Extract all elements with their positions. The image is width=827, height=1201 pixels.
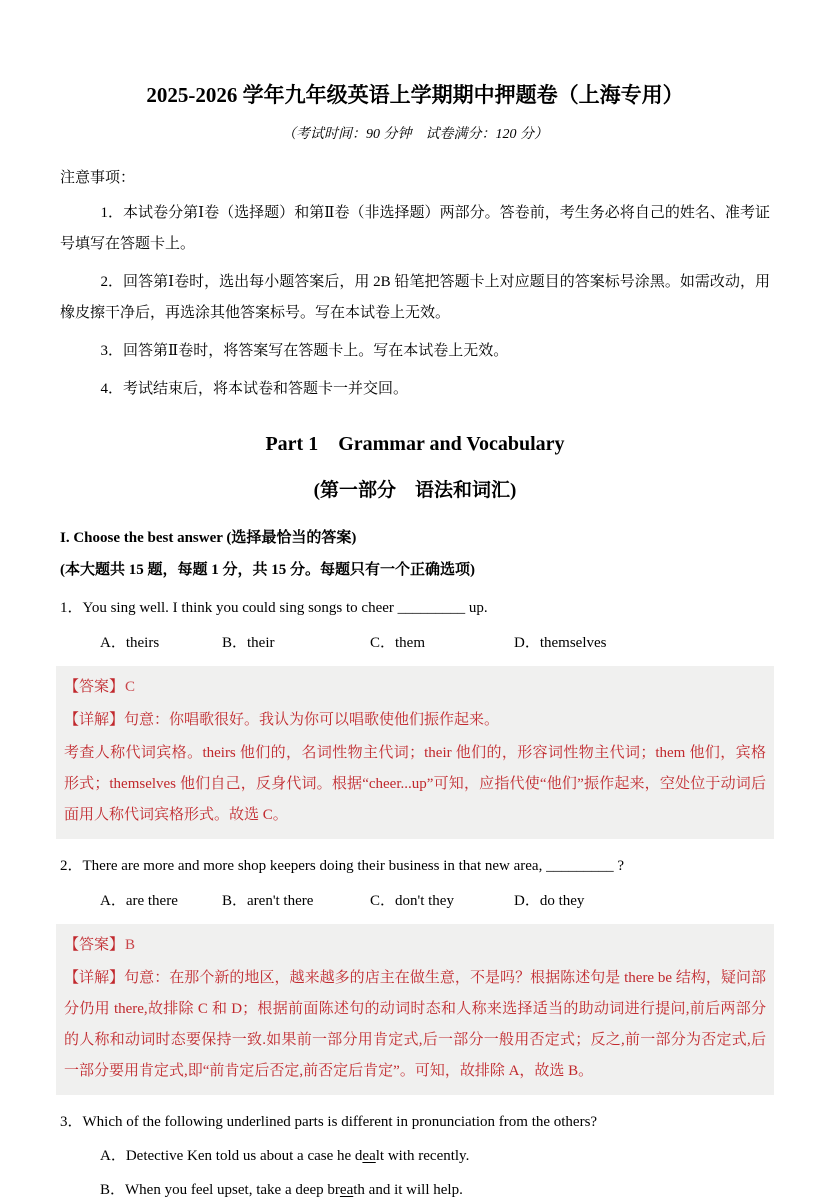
question-2-option-b: B．aren't there — [222, 893, 314, 909]
question-3-text: 3．Which of the following underlined parts is different in pronunciation from the others? — [60, 1114, 598, 1130]
answer-letter: B — [125, 937, 136, 953]
question-2-option-d: D．do they — [514, 893, 585, 909]
question-1-options — [100, 632, 770, 654]
question-1-text: 1．You sing well. I think you could sing songs to cheer _________ up. — [60, 600, 488, 616]
question-2-explanation-1: 【详解】句意：在那个新的地区，越来越多的店主在做生意，不是吗？根据陈述句是 there be 结构，疑问部分仍用 there,故排除 C 和 D；根据前面陈述句的动词时态和人称来选择适当的助动词进行提问,前后两部分的人称和动词时态要保持一致.如果前一部分用肯定式,后一部分一般用否定式；反之,前一部分为否定式,后一部分要用肯定式,即“前肯定后否定,前否定后肯定”。可知，故排除 A，故选 B。 — [64, 970, 766, 1079]
notes-label: 注意事项： — [60, 170, 136, 186]
note-item-2: 2．回答第Ⅰ卷时，选出每小题答案后，用 2B 铅笔把答题卡上对应题目的答案标号涂黑。如需改动，用橡皮擦干净后，再选涂其他答案标号。写在本试卷上无效。 — [60, 274, 770, 321]
question-2-text: 2．There are more and more shop keepers doing their business in that new area, _________ ? — [60, 858, 624, 874]
question-1-answer-box — [56, 666, 774, 839]
question-1-explanation-1: 【详解】句意：你唱歌很好。我认为你可以唱歌使他们振作起来。 — [64, 712, 500, 728]
question-1-option-b: B．their — [222, 635, 275, 651]
option-text-pre: B．When you feel upset, take a deep br — [100, 1182, 340, 1198]
answer-label: 【答案】 — [64, 937, 125, 953]
exam-time-score-info: （考试时间：90 分钟 试卷满分：120 分） — [282, 127, 548, 142]
question-1 — [60, 597, 770, 839]
part1-heading-english: Part 1 Grammar and Vocabulary — [265, 433, 565, 455]
question-1-option-c: C．them — [370, 635, 425, 651]
question-1-option-d: D．themselves — [514, 635, 607, 651]
page-title: 2025-2026 学年九年级英语上学期期中押题卷（上海专用） — [146, 83, 684, 107]
note-item-1: 1．本试卷分第Ⅰ卷（选择题）和第Ⅱ卷（非选择题）两部分。答卷前，考生务必将自己的姓名、准考证号填写在答题卡上。 — [60, 205, 770, 252]
question-2-options — [100, 890, 770, 912]
question-2-answer-box — [56, 924, 774, 1095]
question-1-option-a: A．theirs — [100, 635, 160, 651]
option-text-pre: A．Detective Ken told us about a case he d — [100, 1148, 363, 1164]
section-1-title: I. Choose the best answer (选择最恰当的答案) — [60, 530, 357, 546]
part1-heading-chinese: (第一部分 语法和词汇) — [313, 480, 517, 501]
notes-section — [60, 165, 770, 405]
question-1-answer-line — [64, 672, 766, 703]
question-2 — [60, 855, 770, 1095]
question-2-option-a: A．are there — [100, 893, 178, 909]
question-1-explanation-2: 考查人称代词宾格。theirs 他们的，名词性物主代词；their 他们的，形容词性物主代词；them 他们，宾格形式；themselves 他们自己，反身代词。根据“cheer...up”可知，应指代使“他们”振作起来，空处位于动词后面用人称代词宾格形式。故选 C。 — [64, 745, 766, 823]
answer-label: 【答案】 — [64, 679, 125, 695]
underlined-part: ea — [339, 1182, 354, 1198]
question-2-answer-line — [64, 930, 766, 961]
note-item-4: 4．考试结束后，将本试卷和答题卡一并交回。 — [100, 381, 409, 397]
note-item-3: 3．回答第Ⅱ卷时，将答案写在答题卡上。写在本试卷上无效。 — [100, 343, 509, 359]
question-3-option-b — [100, 1179, 770, 1201]
question-3 — [60, 1111, 770, 1201]
question-3-option-a — [100, 1145, 770, 1167]
question-2-option-c: C．don't they — [370, 893, 454, 909]
option-text-post: lt with recently. — [375, 1148, 470, 1164]
option-text-post: th and it will help. — [353, 1182, 463, 1198]
answer-letter: C — [125, 679, 136, 695]
underlined-part: ea — [362, 1148, 376, 1164]
section-1-scoring-note: (本大题共 15 题，每题 1 分，共 15 分。每题只有一个正确选项) — [60, 562, 475, 578]
